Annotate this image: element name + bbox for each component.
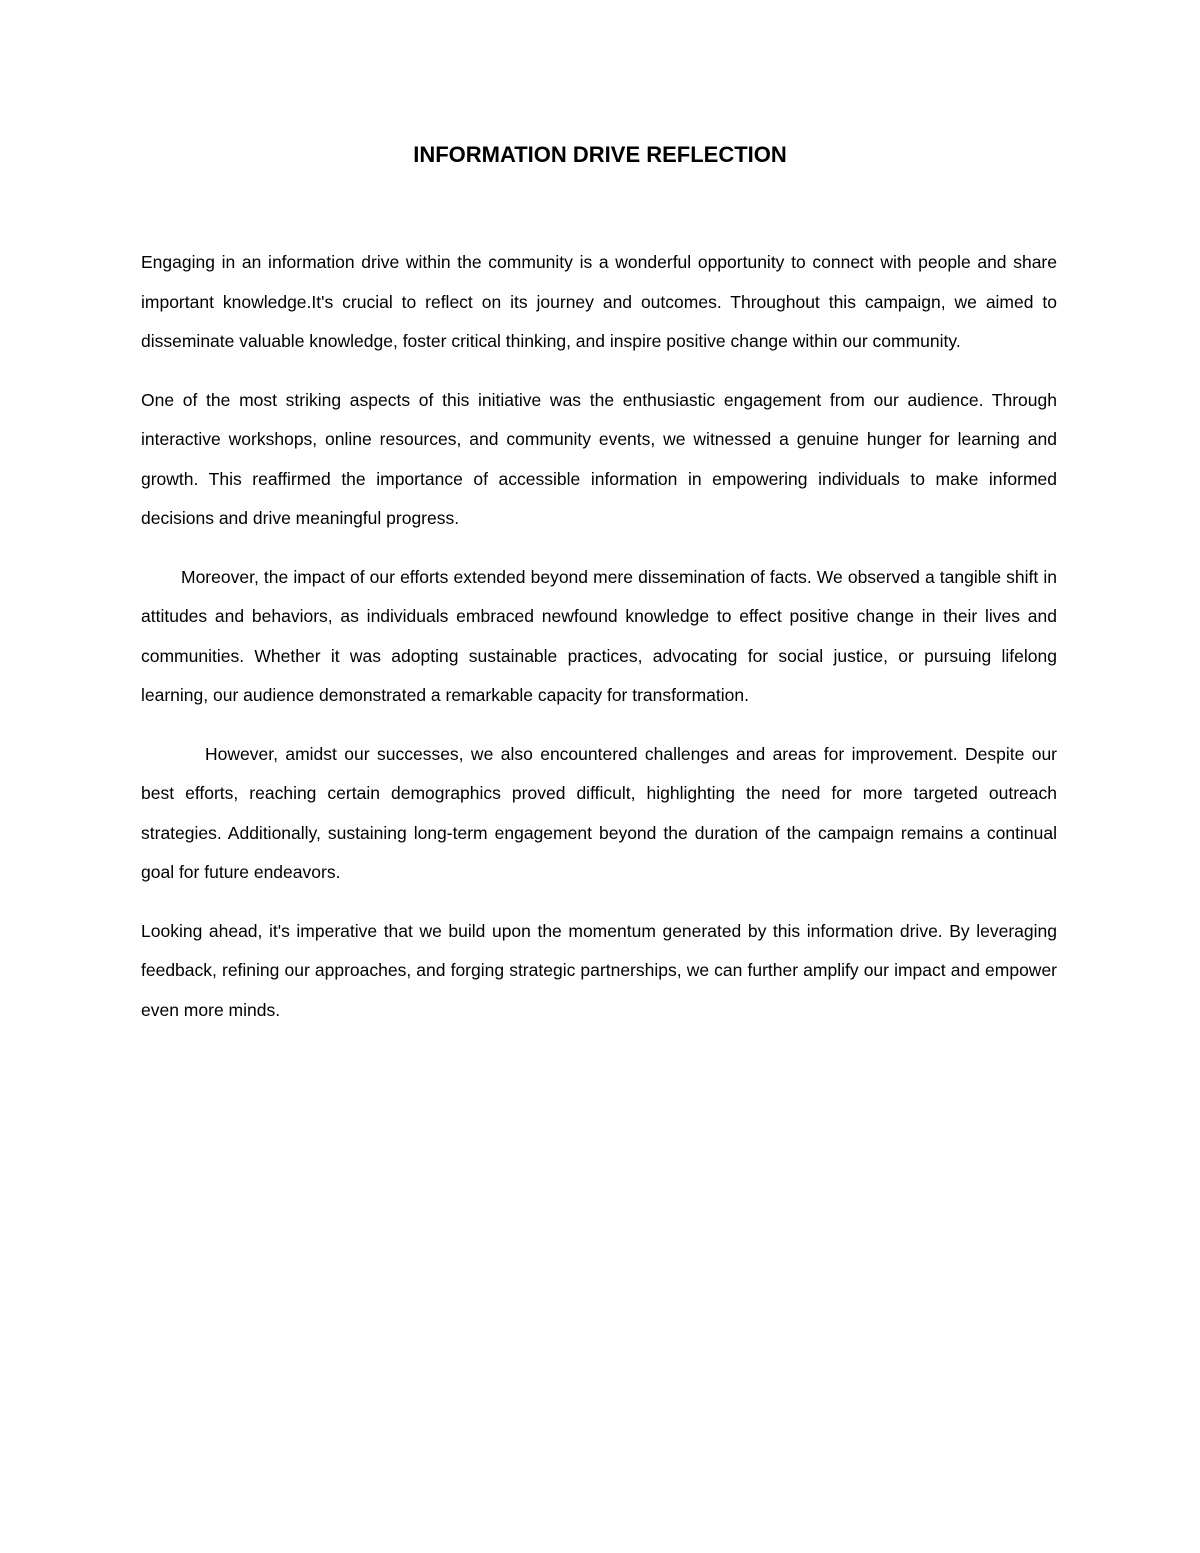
document-title: INFORMATION DRIVE REFLECTION bbox=[413, 142, 787, 167]
paragraph-challenges: However, amidst our successes, we also encountered challenges and areas for improvement. Despite our best efforts, reaching certain demographics proved difficult, highlighting the need for more targeted outreach strategies. Additionally, sustaining long-term engagement beyond the duration of the campaign remains a continual goal for future endeavors. bbox=[141, 743, 1057, 882]
paragraph-intro: Engaging in an information drive within the community is a wonderful opportunity to connect with people and share important knowledge.It's crucial to reflect on its journey and outcomes. Throughout this campaign, we aimed to disseminate valuable knowledge, foster critical thinking, and inspire positive change within our community. bbox=[141, 252, 1057, 351]
paragraph-engagement: One of the most striking aspects of this initiative was the enthusiastic engagement from our audience. Through interactive workshops, online resources, and community events, we witnessed a genuine hunger for learning and growth. This reaffirmed the importance of accessible information in empowering individuals to make informed decisions and drive meaningful progress. bbox=[141, 389, 1057, 528]
document-body bbox=[141, 243, 1057, 1049]
paragraph-looking-ahead: Looking ahead, it's imperative that we build upon the momentum generated by this information drive. By leveraging feedback, refining our approaches, and forging strategic partnerships, we can further amplify our impact and empower even more minds. bbox=[141, 920, 1057, 1020]
paragraph-impact: Moreover, the impact of our efforts extended beyond mere dissemination of facts. We observed a tangible shift in attitudes and behaviors, as individuals embraced newfound knowledge to effect positive change in their lives and communities. Whether it was adopting sustainable practices, advocating for social justice, or pursuing lifelong learning, our audience demonstrated a remarkable capacity for transformation. bbox=[141, 566, 1057, 705]
